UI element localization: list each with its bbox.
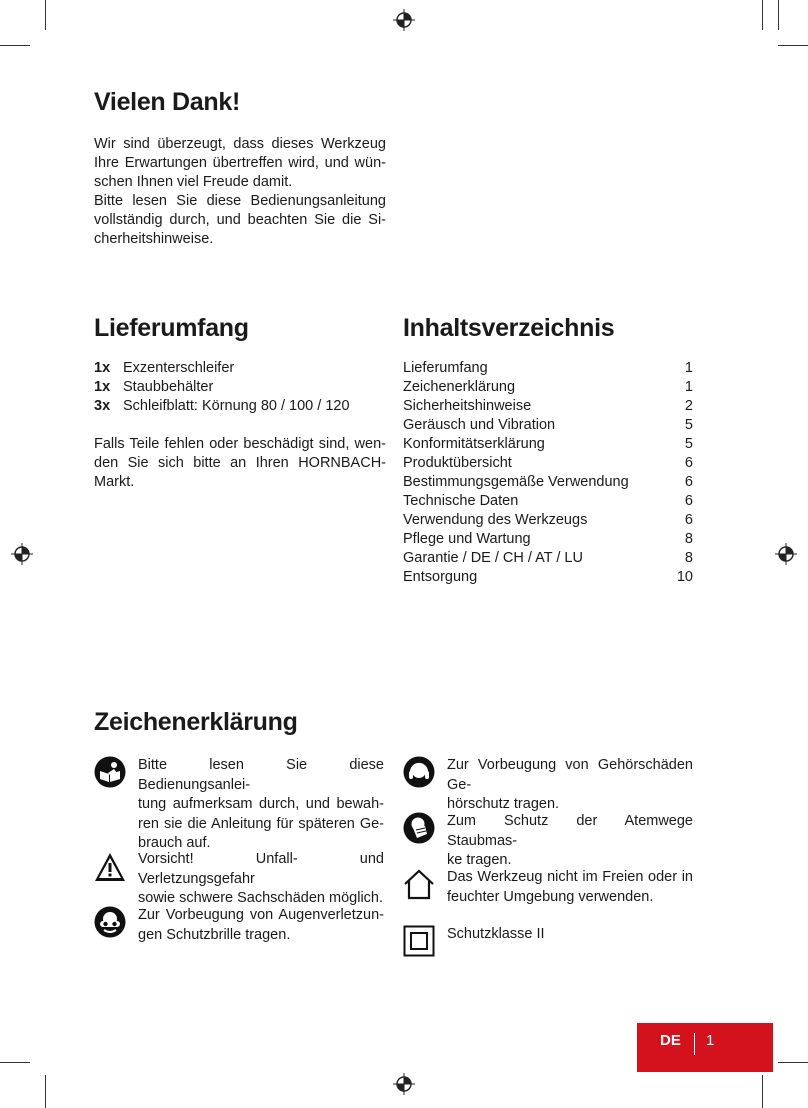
list-item <box>94 378 386 397</box>
toc-page: 1 <box>684 379 693 395</box>
safety-goggles-icon <box>94 906 126 938</box>
thanks-section <box>94 88 386 249</box>
toc-label: Pflege und Wartung <box>403 531 531 547</box>
scope-section <box>94 314 386 492</box>
symbol-text <box>447 812 693 871</box>
toc-label: Konformitätserklärung <box>403 436 545 452</box>
symbol-entry <box>403 868 693 907</box>
read-manual-icon <box>94 756 126 788</box>
toc-entry[interactable] <box>403 473 693 492</box>
symbol-line: tung aufmerksam durch, und bewah- <box>138 796 384 812</box>
toc-label: Entsorgung <box>403 569 478 585</box>
toc-entry[interactable] <box>403 378 693 397</box>
toc-page: 6 <box>684 493 693 509</box>
symbol-entry <box>94 756 386 854</box>
toc-label: Sicherheitshinweise <box>403 398 532 414</box>
symbol-entry <box>403 756 693 815</box>
indoor-use-only-icon <box>403 868 435 900</box>
registration-mark-icon <box>393 9 415 31</box>
toc-label: Technische Daten <box>403 493 519 509</box>
symbol-text <box>138 850 384 909</box>
toc-page: 6 <box>684 512 693 528</box>
toc-entry[interactable] <box>403 416 693 435</box>
toc-label: Verwendung des Werkzeugs <box>403 512 588 528</box>
symbol-entry <box>403 812 693 871</box>
dust-mask-icon <box>403 812 435 844</box>
thanks-line: Bitte lesen Sie diese Bedienungsanleitung <box>94 193 386 209</box>
scope-title: Lieferumfang <box>94 314 249 342</box>
toc-label: Produktübersicht <box>403 455 512 471</box>
symbol-line: gen Schutzbrille tragen. <box>138 926 291 943</box>
toc-page: 2 <box>684 398 693 414</box>
toc-entry[interactable] <box>403 492 693 511</box>
toc-entry[interactable] <box>403 397 693 416</box>
item-label: Staubbehälter <box>123 379 214 395</box>
toc-entry[interactable] <box>403 435 693 454</box>
item-quantity: 1x <box>94 360 111 376</box>
toc-entry[interactable] <box>403 511 693 530</box>
item-label: Exzenterschleifer <box>123 360 235 376</box>
list-item <box>94 397 386 416</box>
symbol-line: Zur Vorbeugung von Gehörschäden Ge- <box>447 757 693 793</box>
scope-list <box>94 359 386 416</box>
symbol-line: ke tragen. <box>447 852 512 868</box>
toc-label: Zeichenerklärung <box>403 379 516 395</box>
symbol-line: ren sie die Anleitung für späteren Ge- <box>138 815 384 832</box>
note-line: den Sie sich bitte an Ihren HORNBACH-Markt. <box>94 455 386 490</box>
symbol-line: hörschutz tragen. <box>447 796 560 812</box>
ear-protection-icon <box>403 756 435 788</box>
registration-mark-icon <box>393 1073 415 1095</box>
toc-label: Geräusch und Vibration <box>403 417 556 433</box>
symbol-line: Zur Vorbeugung von Augenverletzun- <box>138 907 384 923</box>
toc-label: Bestimmungsgemäße Verwendung <box>403 474 629 490</box>
toc-page: 6 <box>684 455 693 471</box>
scope-note <box>94 435 386 492</box>
warning-triangle-icon <box>94 851 126 883</box>
page-number: 1 <box>706 1032 715 1049</box>
registration-mark-icon <box>775 543 797 565</box>
toc-page: 5 <box>684 436 693 452</box>
symbol-line: Das Werkzeug nicht im Freien oder in <box>447 869 693 885</box>
symbol-text <box>447 756 693 815</box>
toc-section <box>403 314 693 587</box>
toc-label: Garantie / DE / CH / AT / LU <box>403 550 583 566</box>
thanks-line: schen Ihnen viel Freude damit. <box>94 174 293 190</box>
symbol-text <box>138 906 384 945</box>
symbol-text <box>138 756 384 854</box>
symbol-line: feuchter Umgebung verwenden. <box>447 888 654 905</box>
symbol-line: Bitte lesen Sie diese Bedienungsanlei- <box>138 757 384 793</box>
toc-entry[interactable] <box>403 568 693 587</box>
thanks-line: cherheitshinweise. <box>94 231 214 247</box>
footer-divider <box>694 1033 695 1055</box>
thanks-title: Vielen Dank! <box>94 88 240 116</box>
symbols-title: Zeichenerklärung <box>94 708 298 736</box>
item-quantity: 3x <box>94 398 111 414</box>
toc-page: 5 <box>684 417 693 433</box>
symbol-text <box>447 868 693 907</box>
protection-class-ii-icon <box>403 925 435 957</box>
language-label: DE <box>660 1032 681 1049</box>
symbol-line: Schutzklasse II <box>447 926 545 942</box>
toc-page: 1 <box>684 360 693 376</box>
toc-entry[interactable] <box>403 454 693 473</box>
toc-entry[interactable] <box>403 549 693 568</box>
toc-page: 8 <box>684 550 693 566</box>
registration-mark-icon <box>11 543 33 565</box>
symbol-entry <box>403 925 693 957</box>
toc-entry[interactable] <box>403 530 693 549</box>
thanks-line: Wir sind überzeugt, dass dieses Werkzeug <box>94 136 386 152</box>
symbol-line: Zum Schutz der Atemwege Staubmas- <box>447 813 693 849</box>
symbol-text <box>447 925 693 957</box>
symbol-line: Vorsicht! Unfall- und Verletzungsgefahr <box>138 851 384 887</box>
symbol-entry <box>94 850 386 909</box>
list-item <box>94 359 386 378</box>
toc-title: Inhaltsverzeichnis <box>403 314 615 342</box>
thanks-line: vollständig durch, und beachten Sie die Si- <box>94 212 386 228</box>
toc-page: 10 <box>676 569 693 585</box>
toc-label: Lieferumfang <box>403 360 488 376</box>
symbol-entry <box>94 906 386 945</box>
toc-entry[interactable] <box>403 359 693 378</box>
note-line: Falls Teile fehlen oder beschädigt sind, wen- <box>94 436 386 452</box>
toc-list <box>403 359 693 587</box>
page-footer-tab <box>637 1023 773 1072</box>
toc-page: 8 <box>684 531 693 547</box>
symbol-line: sowie schwere Sachschäden möglich. <box>138 890 384 906</box>
item-quantity: 1x <box>94 379 111 395</box>
item-label: Schleifblatt: Körnung 80 / 100 / 120 <box>123 398 350 414</box>
thanks-line: Ihre Erwartungen übertreffen wird, und wün- <box>94 155 386 171</box>
toc-page: 6 <box>684 474 693 490</box>
thanks-text <box>94 135 386 249</box>
symbol-line: brauch auf. <box>138 835 211 851</box>
